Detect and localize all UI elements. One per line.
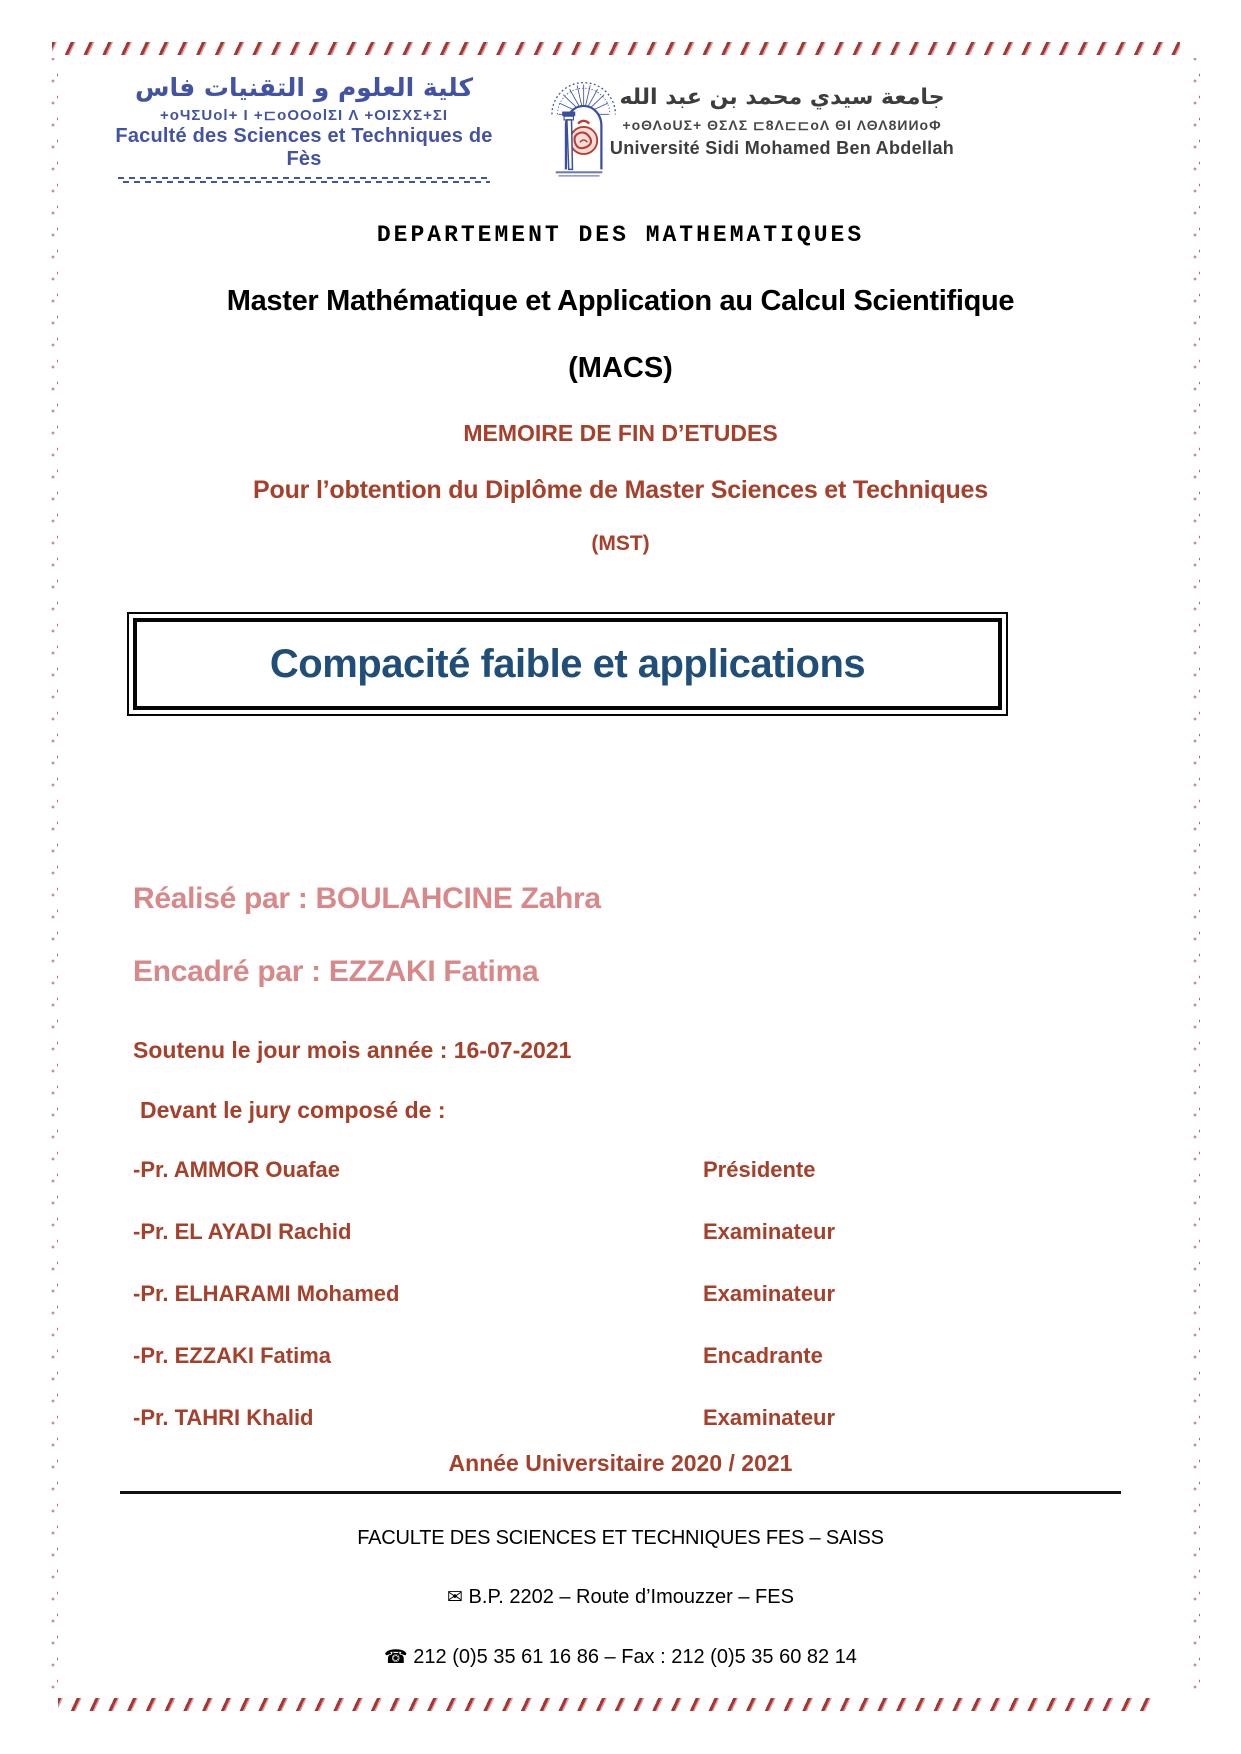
- jury-member-name: -Pr. ELHARAMI Mohamed: [133, 1281, 400, 1306]
- faculty-name-arabic: كلية العلوم و التقنيات فاس: [134, 73, 474, 102]
- footer-address-text: B.P. 2202 – Route d’Imouzzer – FES: [468, 1586, 794, 1608]
- faculty-decorative-dashes: [118, 176, 490, 184]
- jury-member-name: -Pr. EZZAKI Fatima: [133, 1343, 332, 1368]
- university-header-block: [606, 86, 958, 159]
- memoire-heading: MEMOIRE DE FIN D’ETUDES: [463, 420, 778, 446]
- faculty-name-french: Faculté des Sciences et Techniques de Fès: [115, 124, 493, 170]
- jury-member-name: -Pr. TAHRI Khalid: [133, 1405, 314, 1430]
- diploma-acronym: (MST): [591, 532, 650, 555]
- faculty-header-block: [108, 74, 500, 184]
- jury-member-name: -Pr. AMMOR Ouafae: [133, 1157, 340, 1182]
- jury-member-role: Encadrante: [703, 1343, 823, 1368]
- diploma-subtitle: Pour l’obtention du Diplôme de Master Sciences et Techniques: [253, 476, 988, 504]
- jury-member-role: Examinateur: [703, 1281, 836, 1306]
- jury-member-role: Examinateur: [703, 1405, 836, 1430]
- faculty-name-tifinagh: +oЧΣUol+ I +⊏oOOolΣI Λ +OIΣXΣ+ΣI: [159, 106, 449, 124]
- supervisor-line: Encadré par : EZZAKI Fatima: [133, 955, 539, 988]
- decorative-border-bottom: [58, 1698, 1152, 1711]
- university-name-french: Université Sidi Mohamed Ben Abdellah: [609, 138, 955, 159]
- envelope-icon: ✉: [447, 1586, 463, 1608]
- jury-member-role: Examinateur: [703, 1219, 836, 1244]
- author-line: Réalisé par : BOULAHCINE Zahra: [133, 882, 601, 915]
- program-acronym: (MACS): [568, 352, 673, 384]
- academic-year-line: Année Universitaire 2020 / 2021: [448, 1450, 793, 1476]
- university-name-arabic: جامعة سيدي محمد بن عبد الله: [619, 85, 945, 110]
- jury-intro-line: Devant le jury composé de :: [140, 1097, 446, 1123]
- defense-date-line: Soutenu le jour mois année : 16-07-2021: [133, 1037, 572, 1063]
- jury-member-name: -Pr. EL AYADI Rachid: [133, 1219, 352, 1244]
- footer-separator-line: [120, 1491, 1121, 1494]
- thesis-title-box-inner: [133, 618, 1002, 710]
- jury-member-role: Présidente: [703, 1157, 816, 1182]
- thesis-title-box: [127, 612, 1008, 716]
- thesis-title: Compacité faible et applications: [269, 641, 866, 686]
- master-program-title: Master Mathématique et Application au Calcul Scientifique: [226, 285, 1015, 317]
- university-name-tifinagh: +oΘΛoUΣ+ ΘΣΛΣ ⊏8Λ⊏⊏oΛ ΘI ΛΘΛ8ИИoΦ: [622, 117, 942, 134]
- decorative-border-top: [52, 42, 1180, 55]
- footer-faculty-line: FACULTE DES SCIENCES ET TECHNIQUES FES – SAISS: [357, 1527, 884, 1549]
- footer-phone-line: [0, 1646, 1241, 1669]
- footer-address-line: [0, 1586, 1241, 1609]
- footer-phone-text: 212 (0)5 35 61 16 86 – Fax : 212 (0)5 35 60 82 14: [413, 1646, 857, 1668]
- phone-icon: ☎: [384, 1646, 408, 1668]
- department-title: DEPARTEMENT DES MATHEMATIQUES: [376, 222, 865, 248]
